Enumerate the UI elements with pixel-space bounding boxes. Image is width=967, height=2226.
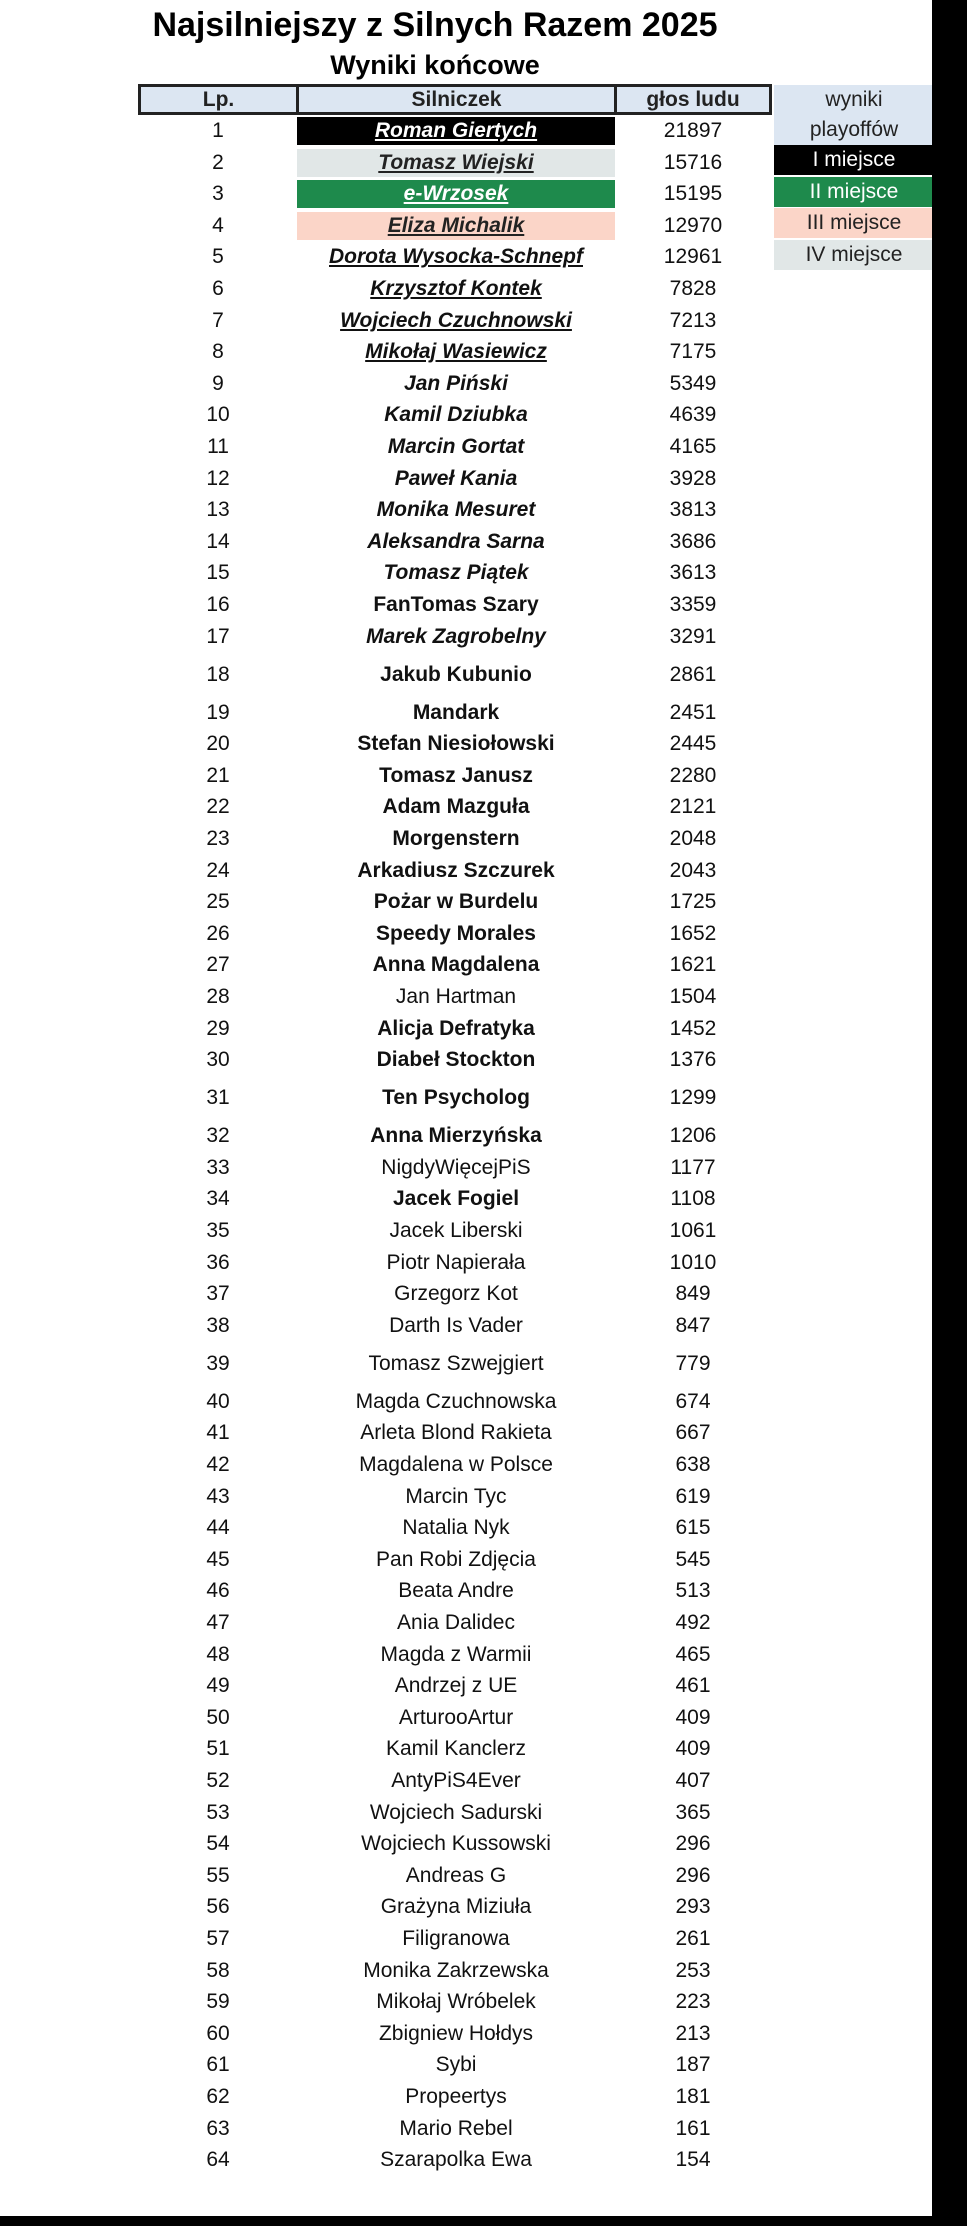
name-cell: Magda Czuchnowska: [355, 1389, 557, 1413]
rank-cell: 17: [206, 624, 230, 648]
votes-cell: 409: [675, 1737, 711, 1761]
rank-cell: 16: [206, 593, 230, 616]
table-row: [140, 1419, 770, 1449]
table-row: [140, 1122, 770, 1152]
name-cell: Darth Is Vader: [389, 1313, 523, 1337]
votes-cell: 187: [675, 2053, 711, 2077]
rank-cell: 3: [212, 182, 224, 206]
votes-cell: 296: [675, 1863, 711, 1887]
votes-cell: 5349: [669, 371, 717, 395]
name-cell: ArturooArtur: [398, 1705, 514, 1729]
votes-cell: 779: [675, 1351, 711, 1375]
votes-cell: 615: [675, 1516, 711, 1540]
votes-cell: 638: [675, 1453, 711, 1476]
table-row: [140, 496, 770, 526]
legend-heading-line1: wyniki: [774, 85, 934, 115]
name-cell: Marcin Gortat: [387, 435, 525, 458]
votes-cell: 3686: [669, 529, 717, 553]
name-cell: e-Wrzosek: [297, 180, 615, 208]
votes-cell: 2043: [669, 858, 717, 882]
rank-cell: 29: [206, 1016, 230, 1040]
name-cell: Marcin Tyc: [405, 1484, 507, 1508]
votes-cell: 3928: [669, 466, 717, 490]
votes-cell: 2048: [669, 827, 717, 850]
rank-cell: 22: [206, 795, 230, 819]
name-cell: Pożar w Burdelu: [373, 890, 539, 914]
table-row: [140, 338, 770, 368]
name-cell: Mario Rebel: [399, 2116, 513, 2140]
name-cell: Stefan Niesiołowski: [357, 732, 555, 756]
votes-cell: 1010: [669, 1250, 717, 1274]
rank-cell: 39: [206, 1351, 230, 1375]
rank-cell: 41: [206, 1421, 230, 1445]
table-row: [140, 1185, 770, 1215]
rank-cell: 25: [206, 890, 230, 914]
votes-cell: 461: [675, 1674, 711, 1698]
table-row: [140, 1893, 770, 1923]
votes-cell: 3359: [669, 593, 717, 616]
rank-cell: 40: [206, 1389, 230, 1413]
table-row: [140, 1514, 770, 1544]
name-cell: Tomasz Szwejgiert: [368, 1351, 544, 1375]
table-row: [140, 920, 770, 950]
name-cell: Andrzej z UE: [394, 1674, 518, 1698]
votes-cell: 2451: [669, 700, 717, 724]
rank-cell: 62: [206, 2085, 230, 2108]
votes-cell: 2445: [669, 732, 717, 756]
votes-cell: 261: [675, 1927, 711, 1950]
votes-cell: 847: [675, 1313, 711, 1337]
rank-cell: 59: [206, 1990, 230, 2014]
name-cell: Jan Hartman: [395, 985, 517, 1008]
rank-cell: 45: [206, 1547, 230, 1571]
votes-cell: 15195: [663, 182, 723, 206]
name-cell: Dorota Wysocka-Schnepf: [329, 245, 583, 269]
rank-cell: 48: [206, 1642, 230, 1666]
table-row: [140, 2115, 770, 2145]
rank-cell: 18: [206, 662, 230, 686]
table-row: [140, 401, 770, 431]
table-row: [140, 1641, 770, 1671]
rank-cell: 61: [206, 2053, 230, 2077]
legend-heading-line2: playoffów: [774, 115, 934, 145]
name-cell: Anna Mierzyńska: [370, 1124, 542, 1148]
table-row: [140, 1483, 770, 1513]
table-row: [140, 117, 770, 147]
table-row: [140, 1280, 770, 1310]
table-row: [140, 1704, 770, 1734]
rank-cell: 36: [206, 1250, 230, 1274]
votes-cell: 15716: [663, 150, 723, 174]
votes-cell: 2861: [669, 662, 717, 686]
votes-cell: 465: [675, 1642, 711, 1666]
table-row: [140, 1609, 770, 1639]
rank-cell: 28: [206, 985, 230, 1008]
rank-cell: 20: [206, 732, 230, 756]
name-cell: Monika Mesuret: [376, 498, 536, 522]
header-votes: głos ludu: [617, 87, 769, 112]
votes-cell: 4639: [669, 403, 717, 427]
name-cell: Jacek Liberski: [389, 1219, 523, 1242]
votes-cell: 213: [675, 2021, 711, 2045]
table-row: [140, 149, 770, 179]
rank-cell: 44: [206, 1516, 230, 1540]
table-row: [140, 528, 770, 558]
name-cell: Ania Dalidec: [397, 1611, 515, 1634]
rank-cell: 32: [206, 1124, 230, 1148]
votes-cell: 2121: [669, 795, 717, 819]
rank-cell: 52: [206, 1769, 230, 1792]
table-row: [140, 307, 770, 337]
votes-cell: 3613: [669, 561, 717, 585]
rank-cell: 42: [206, 1453, 230, 1476]
name-cell: Krzysztof Kontek: [370, 277, 542, 300]
votes-cell: 12970: [663, 213, 723, 237]
rank-cell: 50: [206, 1705, 230, 1729]
table-row: [140, 2083, 770, 2113]
votes-cell: 1504: [669, 985, 717, 1008]
rank-cell: 49: [206, 1674, 230, 1698]
table-row: [140, 1735, 770, 1765]
votes-cell: 407: [675, 1769, 711, 1792]
rank-cell: 31: [206, 1086, 230, 1110]
table-row: [140, 180, 770, 210]
table-row: [140, 1925, 770, 1955]
rank-cell: 57: [206, 1927, 230, 1950]
name-cell: Grzegorz Kot: [394, 1282, 518, 1306]
rank-cell: 24: [206, 858, 230, 882]
votes-cell: 513: [675, 1579, 711, 1603]
rank-cell: 7: [212, 308, 224, 332]
votes-cell: 293: [675, 1895, 711, 1919]
votes-cell: 223: [675, 1990, 711, 2014]
votes-cell: 409: [675, 1705, 711, 1729]
rank-cell: 38: [206, 1313, 230, 1337]
name-cell: Magda z Warmii: [380, 1642, 532, 1666]
votes-cell: 154: [675, 2148, 711, 2172]
votes-cell: 7828: [669, 277, 717, 300]
votes-cell: 1108: [670, 1187, 716, 1211]
name-cell: Paweł Kania: [394, 466, 518, 490]
table-row: [140, 888, 770, 918]
rank-cell: 54: [206, 1832, 230, 1856]
table-row: [140, 1015, 770, 1045]
rank-cell: 37: [206, 1282, 230, 1306]
rank-cell: 13: [206, 498, 230, 522]
name-cell: Monika Zakrzewska: [363, 1958, 549, 1982]
votes-cell: 253: [675, 1958, 711, 1982]
votes-cell: 1206: [669, 1124, 717, 1148]
name-cell: Kamil Kanclerz: [385, 1737, 527, 1761]
name-cell: Aleksandra Sarna: [367, 529, 545, 553]
table-row: [140, 1830, 770, 1860]
name-cell: Piotr Napierała: [386, 1250, 526, 1274]
name-cell: Marek Zagrobelny: [366, 624, 546, 648]
table-row: [140, 1672, 770, 1702]
legend-item-third: III miejsce: [774, 208, 934, 238]
table-row: [140, 370, 770, 400]
rank-cell: 8: [212, 340, 224, 364]
name-cell: Mandark: [412, 700, 500, 724]
name-cell: NigdyWięcejPiS: [381, 1155, 531, 1179]
rank-cell: 1: [212, 119, 224, 142]
rank-cell: 51: [206, 1737, 230, 1761]
votes-cell: 1621: [669, 953, 717, 977]
table-row: [140, 1312, 770, 1342]
table-row: [140, 661, 770, 691]
rank-cell: 2: [212, 150, 224, 174]
table-row: [140, 1046, 770, 1076]
rank-cell: 30: [206, 1048, 230, 1072]
legend-item-second: II miejsce: [774, 177, 934, 207]
table-row: [140, 1957, 770, 1987]
name-cell: Tomasz Wiejski: [297, 149, 615, 177]
rank-cell: 9: [212, 371, 224, 395]
rank-cell: 19: [206, 700, 230, 724]
rank-cell: 4: [212, 213, 224, 237]
table-row: [140, 1154, 770, 1184]
name-cell: Zbigniew Hołdys: [378, 2021, 534, 2045]
rank-cell: 63: [206, 2116, 230, 2140]
table-row: [140, 1546, 770, 1576]
votes-cell: 849: [675, 1282, 711, 1306]
name-cell: Alicja Defratyka: [377, 1016, 535, 1040]
rank-cell: 33: [206, 1155, 230, 1179]
table-row: [140, 433, 770, 463]
table-row: [140, 465, 770, 495]
header-lp: Lp.: [141, 87, 299, 112]
rank-cell: 46: [206, 1579, 230, 1603]
table-row: [140, 591, 770, 621]
votes-cell: 667: [675, 1421, 711, 1445]
table-row: [140, 1451, 770, 1481]
name-cell: Andreas G: [405, 1863, 507, 1887]
name-cell: Arleta Blond Rakieta: [360, 1421, 552, 1445]
rank-cell: 5: [212, 245, 224, 269]
name-cell: Anna Magdalena: [372, 953, 540, 977]
name-cell: Jan Piński: [404, 371, 508, 395]
votes-cell: 4165: [669, 435, 717, 458]
votes-cell: 3813: [669, 498, 717, 522]
table-row: [140, 857, 770, 887]
table-row: [140, 699, 770, 729]
table-header: [138, 84, 772, 115]
votes-cell: 674: [675, 1389, 711, 1413]
rank-cell: 47: [206, 1611, 230, 1634]
rank-cell: 23: [206, 827, 230, 850]
table-row: [140, 243, 770, 273]
table-row: [140, 1799, 770, 1829]
name-cell: Tomasz Piątek: [383, 561, 529, 585]
table-row: [140, 2146, 770, 2176]
name-cell: Wojciech Sadurski: [369, 1800, 543, 1824]
rank-cell: 35: [206, 1219, 230, 1242]
table-row: [140, 1388, 770, 1418]
name-cell: Mikołaj Wasiewicz: [365, 340, 547, 364]
rank-cell: 58: [206, 1958, 230, 1982]
name-cell: Filigranowa: [402, 1927, 510, 1950]
table-row: [140, 212, 770, 242]
rank-cell: 14: [206, 529, 230, 553]
name-cell: Wojciech Czuchnowski: [340, 308, 572, 332]
name-cell: Roman Giertych: [297, 117, 615, 145]
table-row: [140, 1249, 770, 1279]
name-cell: Mikołaj Wróbelek: [376, 1990, 536, 2014]
rank-cell: 27: [206, 953, 230, 977]
rank-cell: 53: [206, 1800, 230, 1824]
rank-cell: 12: [206, 466, 230, 490]
votes-cell: 12961: [663, 245, 723, 269]
table-row: [140, 1084, 770, 1114]
rank-cell: 55: [206, 1863, 230, 1887]
name-cell: Ten Psycholog: [382, 1086, 530, 1110]
name-cell: FanTomas Szary: [373, 593, 539, 616]
table-row: [140, 1217, 770, 1247]
name-cell: Jakub Kubunio: [380, 662, 532, 686]
screen-border-bottom: [0, 2216, 967, 2226]
table-row: [140, 275, 770, 305]
votes-cell: 181: [675, 2085, 711, 2108]
rank-cell: 56: [206, 1895, 230, 1919]
rank-cell: 11: [207, 435, 229, 458]
rank-cell: 43: [206, 1484, 230, 1508]
rank-cell: 26: [206, 921, 230, 945]
name-cell: Grażyna Miziuła: [380, 1895, 532, 1919]
votes-cell: 619: [675, 1484, 711, 1508]
votes-cell: 2280: [669, 763, 717, 787]
name-cell: Sybi: [435, 2053, 477, 2077]
rank-cell: 64: [206, 2148, 230, 2172]
votes-cell: 7175: [669, 340, 717, 364]
name-cell: Kamil Dziubka: [384, 403, 528, 427]
table-row: [140, 2051, 770, 2081]
votes-cell: 296: [675, 1832, 711, 1856]
table-row: [140, 1350, 770, 1380]
votes-cell: 545: [675, 1547, 711, 1571]
rank-cell: 6: [212, 277, 224, 300]
name-cell: Speedy Morales: [376, 921, 536, 945]
votes-cell: 1299: [669, 1086, 717, 1110]
table-row: [140, 559, 770, 589]
name-cell: Adam Mazguła: [382, 795, 530, 819]
name-cell: Eliza Michalik: [297, 212, 615, 240]
name-cell: Szarapolka Ewa: [380, 2148, 532, 2172]
name-cell: Tomasz Janusz: [379, 763, 533, 787]
name-cell: Magdalena w Polsce: [359, 1453, 553, 1476]
votes-cell: 1376: [669, 1048, 717, 1072]
table-row: [140, 1988, 770, 2018]
votes-cell: 161: [675, 2116, 711, 2140]
name-cell: Pan Robi Zdjęcia: [376, 1547, 536, 1571]
table-row: [140, 1767, 770, 1797]
rank-cell: 21: [206, 763, 230, 787]
votes-cell: 1061: [669, 1219, 717, 1242]
rank-cell: 15: [206, 561, 230, 585]
name-cell: Natalia Nyk: [402, 1516, 510, 1540]
table-row: [140, 1577, 770, 1607]
name-cell: Morgenstern: [392, 827, 520, 850]
votes-cell: 492: [675, 1611, 711, 1634]
header-name: Silniczek: [299, 87, 617, 112]
page-subtitle: Wyniki końcowe: [330, 50, 540, 80]
table-row: [140, 730, 770, 760]
page-title: Najsilniejszy z Silnych Razem 2025: [152, 6, 718, 44]
rank-cell: 34: [206, 1187, 230, 1211]
name-cell: Wojciech Kussowski: [361, 1832, 551, 1856]
table-row: [140, 623, 770, 653]
name-cell: Diabeł Stockton: [376, 1048, 536, 1072]
table-row: [140, 825, 770, 855]
table-row: [140, 983, 770, 1013]
table-row: [140, 793, 770, 823]
screen-border-right: [932, 0, 967, 2226]
legend-item-first: I miejsce: [774, 145, 934, 175]
votes-cell: 3291: [669, 624, 717, 648]
table-row: [140, 1862, 770, 1892]
table-row: [140, 2020, 770, 2050]
votes-cell: 365: [675, 1800, 711, 1824]
votes-cell: 21897: [663, 119, 723, 142]
rank-cell: 60: [206, 2021, 230, 2045]
votes-cell: 1177: [670, 1155, 716, 1179]
name-cell: Arkadiusz Szczurek: [357, 858, 555, 882]
name-cell: Jacek Fogiel: [392, 1187, 520, 1211]
name-cell: Propeertys: [405, 2085, 507, 2108]
votes-cell: 1652: [669, 921, 717, 945]
legend-item-fourth: IV miejsce: [774, 240, 934, 270]
rank-cell: 10: [206, 403, 230, 427]
votes-cell: 1452: [669, 1016, 717, 1040]
name-cell: AntyPiS4Ever: [391, 1769, 521, 1792]
name-cell: Beata Andre: [398, 1579, 514, 1603]
table-row: [140, 762, 770, 792]
votes-cell: 1725: [669, 890, 717, 914]
votes-cell: 7213: [669, 308, 717, 332]
table-row: [140, 951, 770, 981]
